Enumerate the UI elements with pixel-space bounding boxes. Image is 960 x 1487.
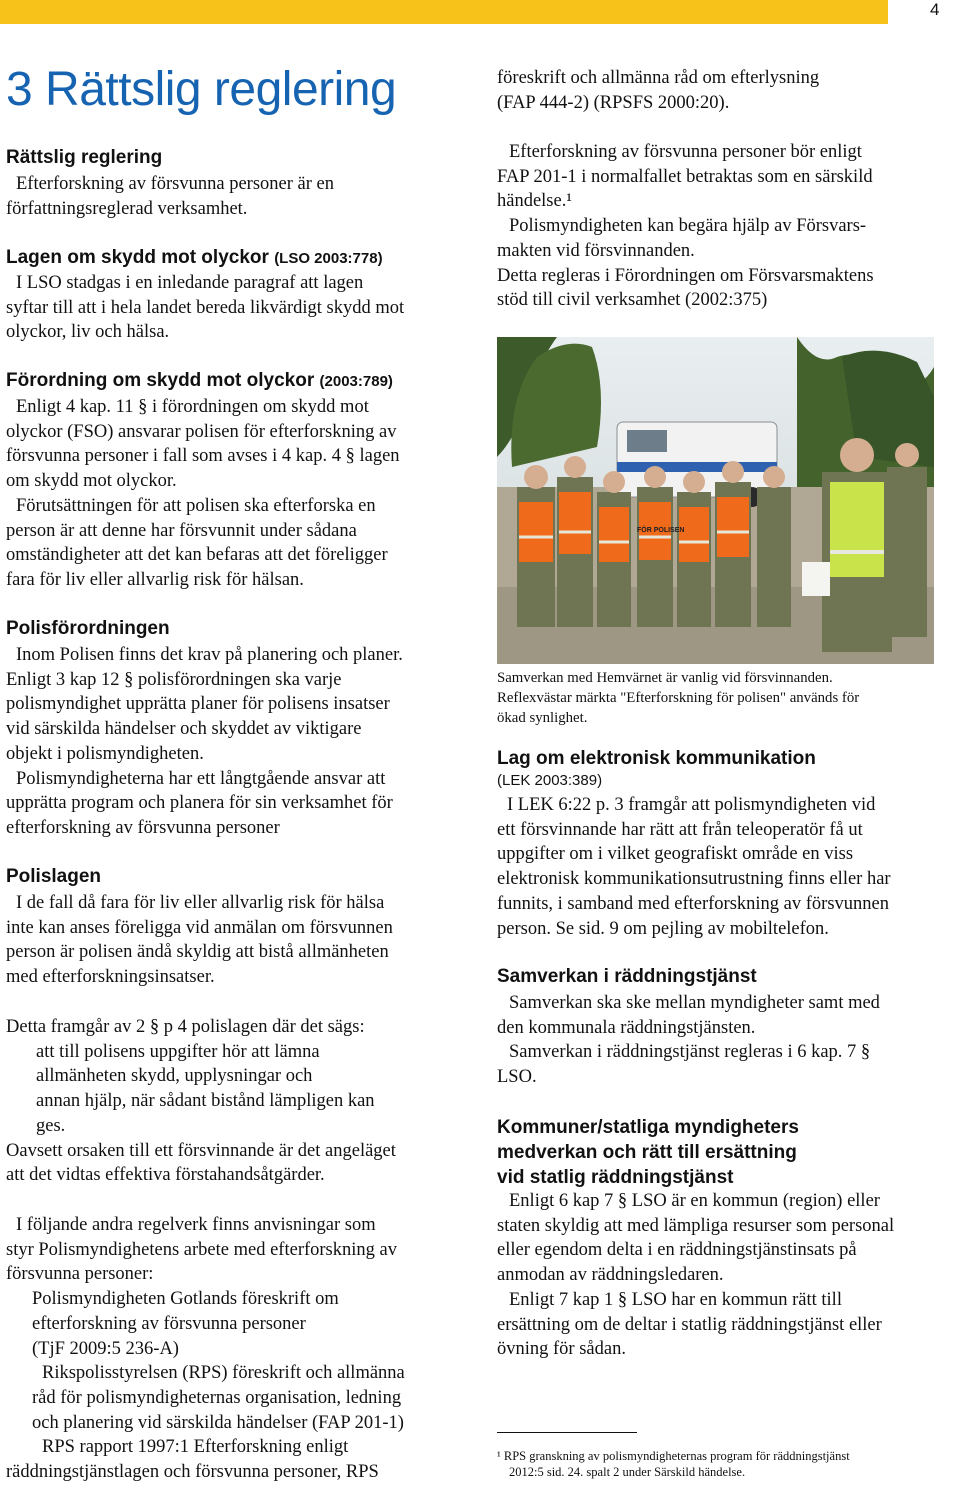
section-heading-lek: Lag om elektronisk kommunikation <box>497 748 816 769</box>
section-body-lso: I LSO stadgas i en inledande paragraf att lagen syftar till att i hela landet bereda likvärdigt skydd mot olyckor, liv och hälsa. <box>6 273 405 343</box>
section-body-polisforordningen: Inom Polisen finns det krav på planering och planer. Enligt 3 kap 12 § polisförordningen ska varje polismyndighet upprätta planer för polisens insatser vid särskilda händelser och skyddet av viktigare objekt i polismyndigheten. Polismyndigheterna har ett långtgående ansvar att upprätta program och planera för sin verksamhet för efterforskning av försvunna personer <box>6 645 403 838</box>
section-body-fso: Enligt 4 kap. 11 § i förordningen om skydd mot olyckor (FSO) ansvarar polisen för efterforskning av försvunna personer i fall som avses i 4 kap. 4 § lagen om skydd mot olyckor. Förutsättningen för att polisen ska efterforska en person är att denne har försvunnit under sådana omständigheter att det kan befaras att det föreligger fara för liv eller allvarlig risk för hälsan. <box>6 397 400 590</box>
page-number: 4 <box>930 0 940 19</box>
section-heading-rattslig: Rättslig reglering <box>6 147 163 168</box>
chapter-title: 3 Rättslig reglering <box>6 63 397 116</box>
section-heading-samverkan: Samverkan i räddningstjänst <box>497 966 757 987</box>
paragraph-polislagen-quote: Detta framgår av 2 § p 4 polislagen där det sägs: att till polisens uppgifter hör att lämna allmänheten skydd, upplysningar och annan hjälp, när sådant bistånd lämpligen kan ges. Oavsett orsaken till ett försvinnande är det angeläget att det vidtas effektiva förstahandsåtgärder. <box>6 1017 396 1186</box>
section-body-polislagen: I de fall då fara för liv eller allvarlig risk för hälsa inte kan anses föreligga vid anmälan om försvunnen person är polisen ändå skyldig att bistå allmänheten med efterforskningsinsatser. <box>6 893 393 988</box>
vest-label: FÖR POLISEN <box>637 527 685 534</box>
section-body-rattslig: Efterforskning av försvunna personer är en författningsreglerad verksamhet. <box>6 174 334 219</box>
photo-hemvarnet-search-team <box>497 337 934 664</box>
paragraph-forsvarsmakten: Efterforskning av försvunna personer bör enligt FAP 201-1 i normalfallet betraktas som en särskild händelse.¹ Polismyndigheten kan begära hjälp av Försvars- makten vid försvinnanden. Detta regleras i Förordningen om Försvarsmaktens stöd till civil verksamhet (2002:375) <box>497 142 874 311</box>
section-heading-kommuner: Kommuner/statliga myndigheters medverkan och rätt till ersättning vid statlig räddningstjänst <box>497 1117 799 1188</box>
section-heading-lso: Lagen om skydd mot olyckor (LSO 2003:778) <box>6 247 383 268</box>
top-accent-bar <box>0 0 960 24</box>
paragraph-other-regulations: I följande andra regelverk finns anvisningar som styr Polismyndighetens arbete med efterforskning av försvunna personer: Polismyndigheten Gotlands föreskrift om efterforskning av försvunna personer (TjF 2009:5 236-A) Rikspolisstyrelsen (RPS) föreskrift och allmänna råd för polismyndigheternas organisation, ledning och planering vid särskilda händelser (FAP 201-1) RPS rapport 1997:1 Efterforskning enligt räddningstjänstlagen och försvunna personer, RPS <box>6 1215 405 1483</box>
footnote: ¹ RPS granskning av polismyndigheternas program för räddningstjänst 2012:5 sid. 24. spalt 2 under Särskild händelse. <box>497 1449 850 1479</box>
section-subheading-lek: (LEK 2003:389) <box>497 772 603 789</box>
section-heading-polisforordningen: Polisförordningen <box>6 618 170 639</box>
top-bar-notch <box>888 0 960 24</box>
section-heading-fso: Förordning om skydd mot olyckor (2003:789) <box>6 370 393 391</box>
section-heading-polislagen: Polislagen <box>6 866 102 887</box>
photo-caption: Samverkan med Hemvärnet är vanlig vid försvinnanden. Reflexvästar märkta "Efterforskning för polisen" används för ökad synlighet. <box>497 670 860 726</box>
section-body-lek: I LEK 6:22 p. 3 framgår att polismyndigheten vid ett försvinnande har rätt att från teleoperatör få ut uppgifter om i vilket geografiskt område en viss elektronisk kommunikationsutrustning finns eller har funnits, i samband med efterforskning av försvunnen person. Se sid. 9 om pejling av mobiltelefon. <box>497 795 891 939</box>
footnote-separator <box>497 1432 637 1433</box>
section-body-samverkan: Samverkan ska ske mellan myndigheter samt med den kommunala räddningstjänsten. Samverkan i räddningstjänst regleras i 6 kap. 7 § LSO. <box>497 993 880 1088</box>
section-body-kommuner: Enligt 6 kap 7 § LSO är en kommun (region) eller staten skyldig att med lämpliga resurser som personal eller egendom delta i en räddningstjänstinsats på anmodan av räddningsledaren. Enligt 7 kap 1 § LSO har en kommun rätt till ersättning om de deltar i statlig räddningstjänst eller övning för sådan. <box>497 1191 895 1360</box>
paragraph-fap-continued: föreskrift och allmänna råd om efterlysning (FAP 444-2) (RPSFS 2000:20). <box>497 68 820 113</box>
